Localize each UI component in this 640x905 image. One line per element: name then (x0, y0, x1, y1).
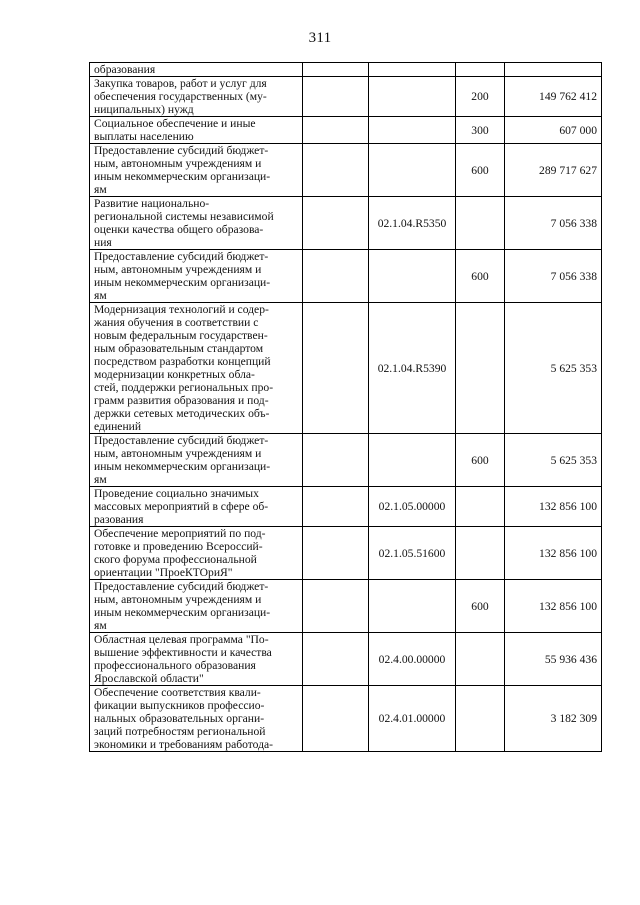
expense-type-cell: 600 (456, 144, 505, 197)
expense-type-cell: 200 (456, 77, 505, 117)
item-name-line: ского форума профессиональной (94, 553, 257, 566)
item-name-line: Модернизация технологий и содер- (94, 303, 269, 316)
item-name-line: ния (94, 236, 112, 249)
expense-type-cell: 600 (456, 434, 505, 487)
item-name-cell (90, 117, 303, 144)
table-row (90, 686, 602, 752)
item-name-line: нальных образовательных органи- (94, 712, 265, 725)
item-name-cell (90, 197, 303, 250)
item-name-line: ниципальных) нужд (94, 103, 194, 116)
item-name-cell (90, 633, 303, 686)
item-name-line: Закупка товаров, работ и услуг для (94, 77, 267, 90)
item-name-line: оценки качества общего образова- (94, 223, 264, 236)
item-name-line: ям (94, 619, 107, 632)
amount-cell: 289 717 627 (505, 144, 602, 197)
item-name-line: ным, автономным учреждениям и (94, 157, 262, 170)
amount-cell: 149 762 412 (505, 77, 602, 117)
item-name-cell (90, 77, 303, 117)
item-name-line: обеспечения государственных (му- (94, 90, 267, 103)
empty-cell (303, 686, 369, 752)
item-name-line: единений (94, 420, 142, 433)
item-name-cell (90, 144, 303, 197)
expense-type-cell (456, 63, 505, 77)
item-name-cell (90, 63, 303, 77)
empty-cell (303, 63, 369, 77)
item-name-line: Проведение социально значимых (94, 487, 259, 500)
item-name-cell (90, 580, 303, 633)
amount-cell: 607 000 (505, 117, 602, 144)
item-name-line: Предоставление субсидий бюджет- (94, 434, 269, 447)
item-name-line: Предоставление субсидий бюджет- (94, 250, 269, 263)
expense-type-cell: 300 (456, 117, 505, 144)
empty-cell (303, 197, 369, 250)
item-name-line: ным, автономным учреждениям и (94, 593, 262, 606)
amount-cell: 132 856 100 (505, 580, 602, 633)
target-article-cell: 02.1.05.00000 (369, 487, 456, 527)
expense-type-cell (456, 686, 505, 752)
target-article-cell (369, 117, 456, 144)
item-name-line: выплаты населению (94, 130, 194, 143)
expense-type-cell (456, 303, 505, 434)
item-name-line: иным некоммерческим организаци- (94, 460, 271, 473)
item-name-line: грамм развития образования и под- (94, 394, 269, 407)
item-name-line: иным некоммерческим организаци- (94, 276, 271, 289)
table-row (90, 633, 602, 686)
target-article-cell (369, 434, 456, 487)
item-name-line: Ярославской области" (94, 672, 204, 685)
expense-type-cell (456, 487, 505, 527)
target-article-cell (369, 580, 456, 633)
expense-type-cell (456, 633, 505, 686)
target-article-cell: 02.1.04.R5390 (369, 303, 456, 434)
item-name-cell (90, 250, 303, 303)
item-name-line: образования (94, 63, 156, 76)
target-article-cell (369, 144, 456, 197)
item-name-cell (90, 527, 303, 580)
item-name-line: Развитие национально- (94, 197, 210, 210)
table-row (90, 197, 602, 250)
item-name-line: ориентации "ПроеКТОриЯ" (94, 566, 233, 579)
empty-cell (303, 250, 369, 303)
item-name-line: держки сетевых методических объ- (94, 407, 270, 420)
item-name-line: ным, автономным учреждениям и (94, 263, 262, 276)
empty-cell (303, 580, 369, 633)
empty-cell (303, 144, 369, 197)
table-row (90, 527, 602, 580)
item-name-cell (90, 686, 303, 752)
empty-cell (303, 527, 369, 580)
table-row (90, 63, 602, 77)
amount-cell: 132 856 100 (505, 487, 602, 527)
item-name-line: модернизации конкретных обла- (94, 368, 255, 381)
item-name-line: Обеспечение мероприятий по под- (94, 527, 266, 540)
amount-cell: 5 625 353 (505, 303, 602, 434)
expense-type-cell: 600 (456, 250, 505, 303)
item-name-line: разования (94, 513, 144, 526)
empty-cell (303, 633, 369, 686)
item-name-line: заций потребностям региональной (94, 725, 266, 738)
item-name-line: фикации выпускников профессио- (94, 699, 265, 712)
budget-table (89, 62, 602, 752)
table-row (90, 77, 602, 117)
item-name-line: ным образовательным стандартом (94, 342, 264, 355)
table-row (90, 580, 602, 633)
page-number: 311 (308, 30, 332, 46)
expense-type-cell: 600 (456, 580, 505, 633)
target-article-cell: 02.1.04.R5350 (369, 197, 456, 250)
target-article-cell (369, 63, 456, 77)
item-name-cell (90, 487, 303, 527)
item-name-line: ным, автономным учреждениям и (94, 447, 262, 460)
item-name-line: посредством разработки концепций (94, 355, 271, 368)
item-name-line: новым федеральным государствен- (94, 329, 268, 342)
item-name-line: иным некоммерческим организаци- (94, 170, 271, 183)
item-name-line: Предоставление субсидий бюджет- (94, 144, 269, 157)
amount-cell: 7 056 338 (505, 250, 602, 303)
item-name-line: стей, поддержки региональных про- (94, 381, 274, 394)
item-name-line: профессионального образования (94, 659, 256, 672)
item-name-cell (90, 434, 303, 487)
table-row (90, 487, 602, 527)
item-name-line: ям (94, 289, 107, 302)
item-name-line: Областная целевая программа "По- (94, 633, 269, 646)
item-name-line: ям (94, 473, 107, 486)
item-name-line: иным некоммерческим организаци- (94, 606, 271, 619)
amount-cell: 3 182 309 (505, 686, 602, 752)
item-name-line: региональной системы независимой (94, 210, 274, 223)
amount-cell (505, 63, 602, 77)
table-row (90, 250, 602, 303)
empty-cell (303, 487, 369, 527)
table-row (90, 144, 602, 197)
item-name-line: вышение эффективности и качества (94, 646, 272, 659)
target-article-cell: 02.4.00.00000 (369, 633, 456, 686)
expense-type-cell (456, 527, 505, 580)
table-row (90, 117, 602, 144)
item-name-line: Предоставление субсидий бюджет- (94, 580, 269, 593)
empty-cell (303, 77, 369, 117)
item-name-line: ям (94, 183, 107, 196)
expense-type-cell (456, 197, 505, 250)
item-name-line: массовых мероприятий в сфере об- (94, 500, 269, 513)
amount-cell: 132 856 100 (505, 527, 602, 580)
target-article-cell: 02.1.05.51600 (369, 527, 456, 580)
table-row (90, 434, 602, 487)
item-name-cell (90, 303, 303, 434)
amount-cell: 5 625 353 (505, 434, 602, 487)
target-article-cell (369, 250, 456, 303)
item-name-line: Социальное обеспечение и иные (94, 117, 256, 130)
budget-table-body (90, 63, 602, 752)
item-name-line: жания обучения в соответствии с (94, 316, 259, 329)
target-article-cell: 02.4.01.00000 (369, 686, 456, 752)
amount-cell: 55 936 436 (505, 633, 602, 686)
table-row (90, 303, 602, 434)
empty-cell (303, 303, 369, 434)
item-name-line: экономики и требованиям работода- (94, 738, 274, 751)
empty-cell (303, 434, 369, 487)
target-article-cell (369, 77, 456, 117)
amount-cell: 7 056 338 (505, 197, 602, 250)
item-name-line: Обеспечение соответствия квали- (94, 686, 261, 699)
item-name-line: готовке и проведению Всероссий- (94, 540, 263, 553)
empty-cell (303, 117, 369, 144)
